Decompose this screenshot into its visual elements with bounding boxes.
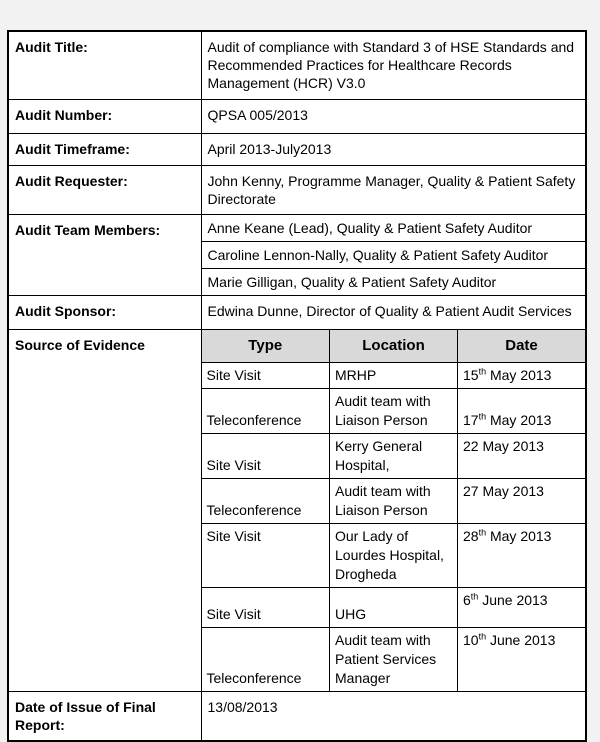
date-suffix: th (470, 590, 479, 601)
audit-team-row (8, 214, 586, 295)
date-day: 22 (463, 437, 479, 454)
evidence-date (458, 627, 586, 691)
evidence-date (458, 523, 586, 587)
audit-requester-row (8, 165, 586, 214)
audit-title-value: Audit of compliance with Standard 3 of HSE Standards and Recommended Practices for Healthcare Records Management (HCR) V3.0 (201, 31, 586, 99)
evidence-location: Our Lady of Lourdes Hospital, Drogheda (330, 523, 458, 587)
audit-sponsor-row (8, 295, 586, 329)
evidence-label: Source of Evidence (8, 329, 201, 691)
evidence-date (458, 478, 586, 523)
date-rest: May 2013 (486, 411, 552, 428)
evidence-cell (201, 329, 586, 691)
audit-timeframe-label: Audit Timeframe: (8, 133, 201, 165)
evidence-header-date: Date (458, 330, 586, 363)
evidence-header-row (202, 330, 586, 363)
audit-sponsor-label: Audit Sponsor: (8, 295, 201, 329)
audit-sponsor-value: Edwina Dunne, Director of Quality & Patient Audit Services (201, 295, 586, 329)
date-rest: May 2013 (486, 366, 552, 383)
audit-timeframe-value: April 2013-July2013 (201, 133, 586, 165)
evidence-row-4 (202, 478, 586, 523)
final-report-value: 13/08/2013 (201, 691, 586, 741)
evidence-location: Audit team with Liaison Person (330, 478, 458, 523)
date-rest: May 2013 (478, 482, 544, 499)
team-member: Caroline Lennon-Nally, Quality & Patient Safety Auditor (202, 242, 586, 269)
evidence-row-6 (202, 587, 586, 627)
evidence-type: Site Visit (202, 362, 330, 388)
audit-title-row (8, 31, 586, 99)
evidence-date (458, 362, 586, 388)
evidence-location: Kerry General Hospital, (330, 433, 458, 478)
evidence-header-type: Type (202, 330, 330, 363)
date-day: 10 (463, 631, 479, 648)
date-rest: May 2013 (478, 437, 544, 454)
final-report-row (8, 691, 586, 741)
audit-requester-value: John Kenny, Programme Manager, Quality & Patient Safety Directorate (201, 165, 586, 214)
date-day: 15 (463, 366, 479, 383)
evidence-row (8, 329, 586, 691)
evidence-type: Teleconference (202, 388, 330, 433)
evidence-date (458, 587, 586, 627)
date-day: 6 (463, 591, 471, 608)
evidence-table (202, 330, 586, 691)
audit-number-row (8, 99, 586, 133)
evidence-row-5 (202, 523, 586, 587)
audit-number-value: QPSA 005/2013 (201, 99, 586, 133)
date-rest: June 2013 (486, 631, 556, 648)
evidence-row-1 (202, 362, 586, 388)
audit-team-label: Audit Team Members: (8, 214, 201, 295)
evidence-type: Site Visit (202, 523, 330, 587)
evidence-row-7 (202, 627, 586, 691)
audit-details-table (7, 30, 587, 742)
evidence-header-location: Location (330, 330, 458, 363)
evidence-date (458, 388, 586, 433)
date-rest: May 2013 (486, 527, 552, 544)
evidence-type: Teleconference (202, 627, 330, 691)
date-suffix: th (478, 526, 487, 537)
evidence-location: MRHP (330, 362, 458, 388)
evidence-row-3 (202, 433, 586, 478)
evidence-date (458, 433, 586, 478)
date-suffix: th (478, 365, 487, 376)
date-rest: June 2013 (478, 591, 548, 608)
evidence-type: Site Visit (202, 433, 330, 478)
evidence-location: Audit team with Patient Services Manager (330, 627, 458, 691)
date-suffix: th (478, 410, 487, 421)
audit-number-label: Audit Number: (8, 99, 201, 133)
date-suffix: th (478, 630, 487, 641)
date-day: 27 (463, 482, 479, 499)
date-day: 28 (463, 527, 479, 544)
evidence-type: Teleconference (202, 478, 330, 523)
evidence-type: Site Visit (202, 587, 330, 627)
audit-title-label: Audit Title: (8, 31, 201, 99)
evidence-location: UHG (330, 587, 458, 627)
team-member: Anne Keane (Lead), Quality & Patient Safety Auditor (202, 215, 586, 242)
evidence-row-2 (202, 388, 586, 433)
final-report-label: Date of Issue of Final Report: (8, 691, 201, 741)
audit-requester-label: Audit Requester: (8, 165, 201, 214)
date-day: 17 (463, 411, 479, 428)
audit-timeframe-row (8, 133, 586, 165)
evidence-location: Audit team with Liaison Person (330, 388, 458, 433)
audit-team-values (201, 214, 586, 295)
team-member: Marie Gilligan, Quality & Patient Safety Auditor (207, 273, 497, 290)
